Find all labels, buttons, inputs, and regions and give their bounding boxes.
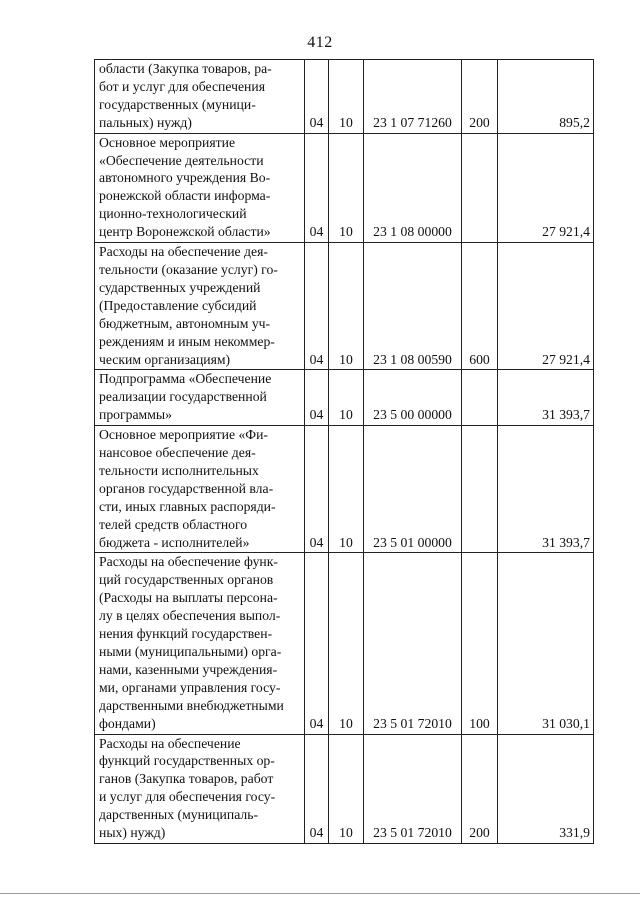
- target-article-code: 23 5 01 00000: [364, 426, 462, 553]
- subsection-code: 10: [329, 133, 364, 242]
- target-article-code: 23 5 00 00000: [364, 370, 462, 426]
- expense-type-code: [462, 370, 498, 426]
- subsection-code: 10: [329, 553, 364, 734]
- subsection-code: 10: [329, 60, 364, 134]
- table-row: [95, 133, 594, 242]
- description-line: области (Закупка товаров, ра-: [99, 61, 272, 76]
- description-line: дарственных (муниципаль-: [99, 807, 259, 823]
- row-description: [95, 553, 305, 734]
- section-code: 04: [305, 243, 329, 370]
- description-line: нансовое обеспечение дея-: [99, 445, 256, 461]
- amount-value: 895,2: [498, 60, 594, 134]
- description-line: и услуг для обеспечения госу-: [99, 789, 276, 805]
- description-line: бюджета - исполнителей»: [99, 534, 250, 550]
- description-line: Расходы на обеспечение: [99, 735, 241, 751]
- description-line: центр Воронежской области»: [99, 224, 271, 240]
- description-line: ческим организациям): [99, 351, 231, 367]
- amount-value: 31 393,7: [498, 426, 594, 553]
- subsection-code: 10: [329, 243, 364, 370]
- amount-value: 31 030,1: [498, 553, 594, 734]
- description-line: Основное мероприятие: [99, 134, 236, 150]
- expense-type-code: 100: [462, 553, 498, 734]
- description-line: бот и услуг для обеспечения: [99, 78, 266, 94]
- row-description: [95, 60, 305, 134]
- description-line: ций государственных органов: [99, 572, 274, 588]
- amount-value: 331,9: [498, 734, 594, 843]
- amount-value: 31 393,7: [498, 370, 594, 426]
- row-description: [95, 370, 305, 426]
- table-row: [95, 370, 594, 426]
- description-line: Расходы на обеспечение дея-: [99, 244, 268, 260]
- expense-type-code: [462, 426, 498, 553]
- description-line: ми, органами управления госу-: [99, 679, 281, 695]
- description-line: (Предоставление субсидий: [99, 297, 257, 313]
- target-article-code: 23 5 01 72010: [364, 734, 462, 843]
- description-line: нами, казенными учреждения-: [99, 661, 278, 677]
- table-row: [95, 243, 594, 370]
- amount-value: 27 921,4: [498, 243, 594, 370]
- description-line: ганов (Закупка товаров, работ: [99, 771, 274, 787]
- table-row: [95, 734, 594, 843]
- amount-value: 27 921,4: [498, 133, 594, 242]
- section-code: 04: [305, 734, 329, 843]
- description-line: лу в целях обеспечения выпол-: [99, 608, 281, 624]
- description-line: телей средств областного: [99, 516, 248, 532]
- description-line: тельности исполнительных: [99, 462, 259, 478]
- section-code: 04: [305, 133, 329, 242]
- expense-type-code: 200: [462, 734, 498, 843]
- section-code: 04: [305, 553, 329, 734]
- section-code: 04: [305, 60, 329, 134]
- description-line: сти, иных главных распоряди-: [99, 498, 276, 514]
- target-article-code: 23 1 08 00590: [364, 243, 462, 370]
- target-article-code: 23 5 01 72010: [364, 553, 462, 734]
- target-article-code: 23 1 07 71260: [364, 60, 462, 134]
- description-line: реждениям и иным некоммер-: [99, 333, 275, 349]
- expense-type-code: 200: [462, 60, 498, 134]
- description-line: дарственными внебюджетными: [99, 697, 284, 713]
- row-description: [95, 426, 305, 553]
- row-description: [95, 243, 305, 370]
- expense-type-code: [462, 133, 498, 242]
- table-row: [95, 553, 594, 734]
- page-number: 412: [307, 34, 333, 51]
- subsection-code: 10: [329, 370, 364, 426]
- description-line: ционно-технологический: [99, 206, 247, 222]
- section-code: 04: [305, 370, 329, 426]
- description-line: сударственных учреждений: [99, 279, 261, 295]
- expense-type-code: 600: [462, 243, 498, 370]
- description-line: Подпрограмма «Обеспечение: [99, 371, 272, 387]
- description-line: программы»: [99, 407, 172, 423]
- row-description: [95, 133, 305, 242]
- description-line: нения функций государствен-: [99, 626, 273, 642]
- description-line: реализации государственной: [99, 389, 267, 405]
- description-line: ронежской области информа-: [99, 188, 271, 204]
- description-line: органов государственной вла-: [99, 480, 274, 496]
- description-line: ными (муниципальными) орга-: [99, 644, 282, 659]
- target-article-code: 23 1 08 00000: [364, 133, 462, 242]
- subsection-code: 10: [329, 426, 364, 553]
- description-line: Основное мероприятие «Фи-: [99, 427, 268, 443]
- description-line: бюджетным, автономным уч-: [99, 315, 271, 331]
- scan-bottom-edge: [0, 893, 640, 894]
- section-code: 04: [305, 426, 329, 553]
- description-line: государственных (муници-: [99, 96, 256, 112]
- description-line: «Обеспечение деятельности: [99, 152, 264, 168]
- table-row: [95, 426, 594, 553]
- budget-table: [94, 59, 594, 844]
- description-line: тельности (оказание услуг) го-: [99, 261, 278, 277]
- description-line: пальных) нужд): [99, 114, 192, 130]
- description-line: Расходы на обеспечение функ-: [99, 554, 278, 570]
- description-line: фондами): [99, 715, 156, 731]
- description-line: ных) нужд): [99, 825, 166, 841]
- description-line: (Расходы на выплаты персона-: [99, 590, 278, 606]
- budget-table-body: [95, 60, 594, 844]
- row-description: [95, 734, 305, 843]
- description-line: функций государственных ор-: [99, 753, 275, 769]
- table-row: [95, 60, 594, 134]
- description-line: автономного учреждения Во-: [99, 170, 271, 186]
- subsection-code: 10: [329, 734, 364, 843]
